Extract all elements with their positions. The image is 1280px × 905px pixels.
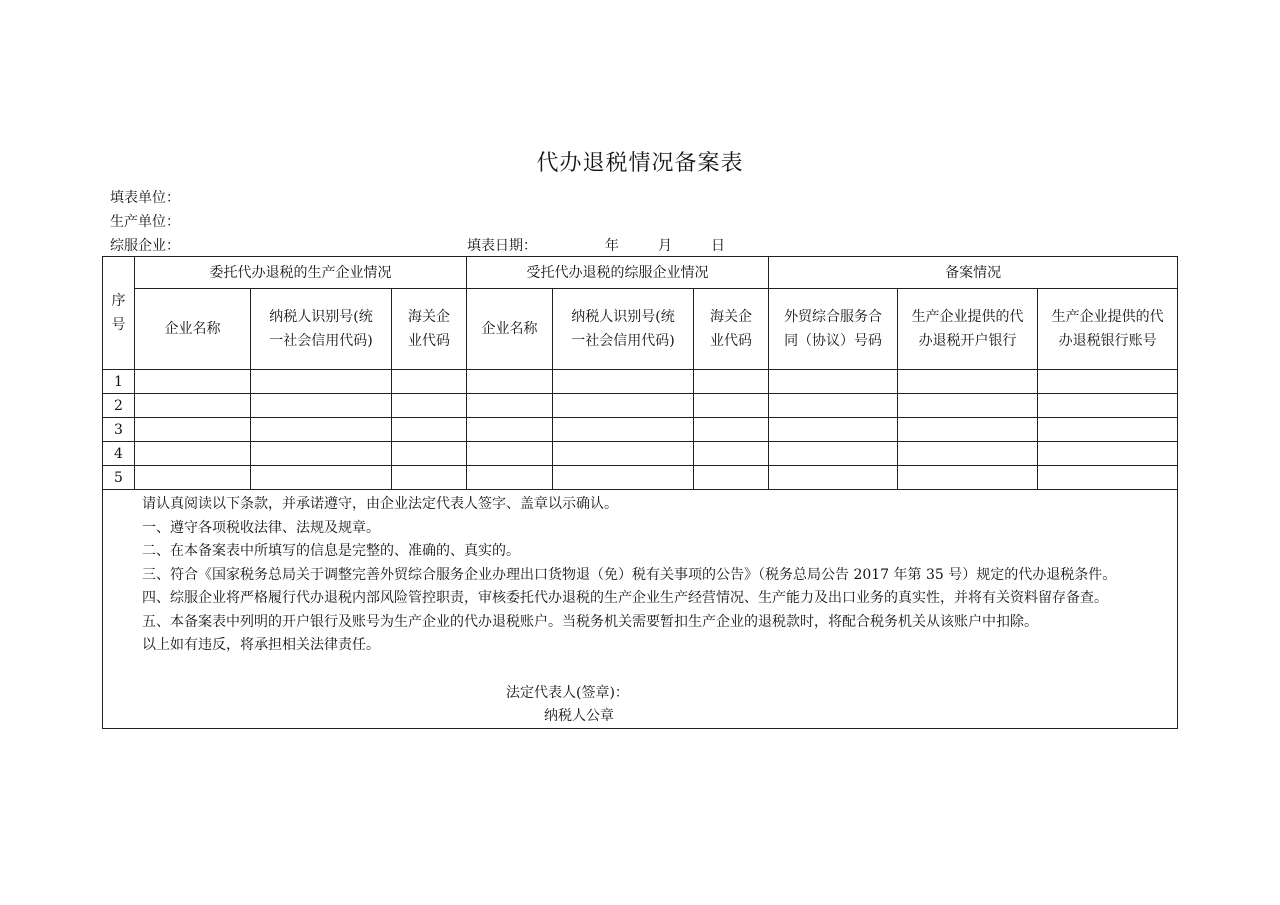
data-cell[interactable] [392, 442, 467, 466]
data-cell[interactable] [769, 466, 898, 490]
terms-item: 一、遵守各项税收法律、法规及规章。 [142, 519, 380, 536]
terms-item: 四、综服企业将严格履行代办退税内部风险管控职责，审核委托代办退税的生产企业生产经营情况、生产能力及出口业务的真实性，并将有关资料留存备查。 [142, 590, 1108, 606]
data-cell[interactable] [251, 418, 392, 442]
group-header-row [103, 257, 1178, 289]
header-row-3 [110, 235, 810, 255]
data-cell[interactable] [135, 466, 251, 490]
data-cell[interactable] [769, 394, 898, 418]
filing-table [102, 256, 1178, 729]
group-header-filing: 备案情况 [769, 257, 1178, 289]
seq-header-label: 序 号 [111, 293, 126, 333]
data-cell[interactable] [898, 442, 1038, 466]
data-cell[interactable] [553, 442, 694, 466]
data-cell[interactable] [898, 394, 1038, 418]
table-row [103, 442, 1178, 466]
data-cell[interactable] [251, 442, 392, 466]
data-cell[interactable] [553, 394, 694, 418]
terms-item: 二、在本备案表中所填写的信息是完整的、准确的、真实的。 [142, 543, 520, 559]
data-cell[interactable] [898, 466, 1038, 490]
sub-header-cell: 外贸综合服务合 同（协议）号码 [769, 289, 898, 370]
data-cell[interactable] [553, 418, 694, 442]
data-cell[interactable] [553, 466, 694, 490]
data-cell[interactable] [467, 466, 553, 490]
row-number: 3 [103, 418, 135, 442]
form-title: 代办退税情况备案表 [536, 151, 744, 176]
sub-header-cell: 海关企 业代码 [392, 289, 467, 370]
data-cell[interactable] [467, 442, 553, 466]
terms-item: 三、符合《国家税务总局关于调整完善外贸综合服务企业办理出口货物退（免）税有关事项的公告》（税务总局公告 2017 年第 35 号）规定的代办退税条件。 [142, 566, 1117, 583]
sub-header-cell: 纳税人识别号(统 一社会信用代码) [553, 289, 694, 370]
data-cell[interactable] [467, 394, 553, 418]
data-cell[interactable] [1038, 370, 1178, 394]
data-cell[interactable] [898, 370, 1038, 394]
sub-header-row [103, 289, 1178, 370]
table-row [103, 418, 1178, 442]
data-cell[interactable] [392, 370, 467, 394]
data-cell[interactable] [135, 394, 251, 418]
taxpayer-seal-label: 纳税人公章 [544, 707, 614, 724]
sub-header-cell: 生产企业提供的代 办退税开户银行 [898, 289, 1038, 370]
sub-header-cell: 海关企 业代码 [694, 289, 769, 370]
data-cell[interactable] [467, 418, 553, 442]
group-header-production: 委托代办退税的生产企业情况 [135, 257, 467, 289]
row-number: 2 [103, 394, 135, 418]
data-cell[interactable] [251, 370, 392, 394]
row-number: 5 [103, 466, 135, 490]
date-year-label: 年 [605, 238, 619, 254]
data-cell[interactable] [898, 418, 1038, 442]
data-cell[interactable] [1038, 442, 1178, 466]
data-cell[interactable] [1038, 394, 1178, 418]
sub-header-cell: 纳税人识别号(统 一社会信用代码) [251, 289, 392, 370]
row-number: 4 [103, 442, 135, 466]
data-cell[interactable] [769, 418, 898, 442]
sub-header-cell: 企业名称 [467, 289, 553, 370]
data-cell[interactable] [694, 394, 769, 418]
seq-header [103, 257, 135, 370]
data-cell[interactable] [769, 370, 898, 394]
date-month-label: 月 [658, 238, 672, 254]
data-cell[interactable] [135, 418, 251, 442]
data-cell[interactable] [694, 442, 769, 466]
terms-row [103, 490, 1178, 729]
data-cell[interactable] [392, 418, 467, 442]
data-cell[interactable] [694, 466, 769, 490]
data-cell[interactable] [135, 370, 251, 394]
data-cell[interactable] [694, 418, 769, 442]
data-cell[interactable] [1038, 466, 1178, 490]
terms-intro: 请认真阅读以下条款，并承诺遵守，由企业法定代表人签字、盖章以示确认。 [142, 496, 618, 512]
production-unit-label: 生产单位： [110, 214, 180, 230]
service-enterprise-label: 综服企业： [110, 238, 180, 254]
fill-date-label: 填表日期： [467, 238, 537, 254]
data-cell[interactable] [769, 442, 898, 466]
date-day-label: 日 [711, 238, 725, 254]
legal-rep-signature-label: 法定代表人(签章)： [506, 684, 629, 701]
table-row [103, 370, 1178, 394]
data-cell[interactable] [392, 394, 467, 418]
data-cell[interactable] [553, 370, 694, 394]
data-cell[interactable] [392, 466, 467, 490]
table-row [103, 466, 1178, 490]
data-cell[interactable] [251, 466, 392, 490]
group-header-service: 受托代办退税的综服企业情况 [467, 257, 769, 289]
data-cell[interactable] [694, 370, 769, 394]
data-cell[interactable] [135, 442, 251, 466]
terms-cell [103, 490, 1178, 729]
sub-header-cell: 生产企业提供的代 办退税银行账号 [1038, 289, 1178, 370]
table-row [103, 394, 1178, 418]
row-number: 1 [103, 370, 135, 394]
filler-unit-label: 填表单位： [110, 190, 180, 206]
terms-item: 五、本备案表中列明的开户银行及账号为生产企业的代办退税账户。当税务机关需要暂扣生产企业的退税款时，将配合税务机关从该账户中扣除。 [142, 613, 1038, 630]
data-cell[interactable] [1038, 418, 1178, 442]
terms-closing: 以上如有违反，将承担相关法律责任。 [142, 637, 380, 653]
data-cell[interactable] [467, 370, 553, 394]
sub-header-cell: 企业名称 [135, 289, 251, 370]
data-cell[interactable] [251, 394, 392, 418]
